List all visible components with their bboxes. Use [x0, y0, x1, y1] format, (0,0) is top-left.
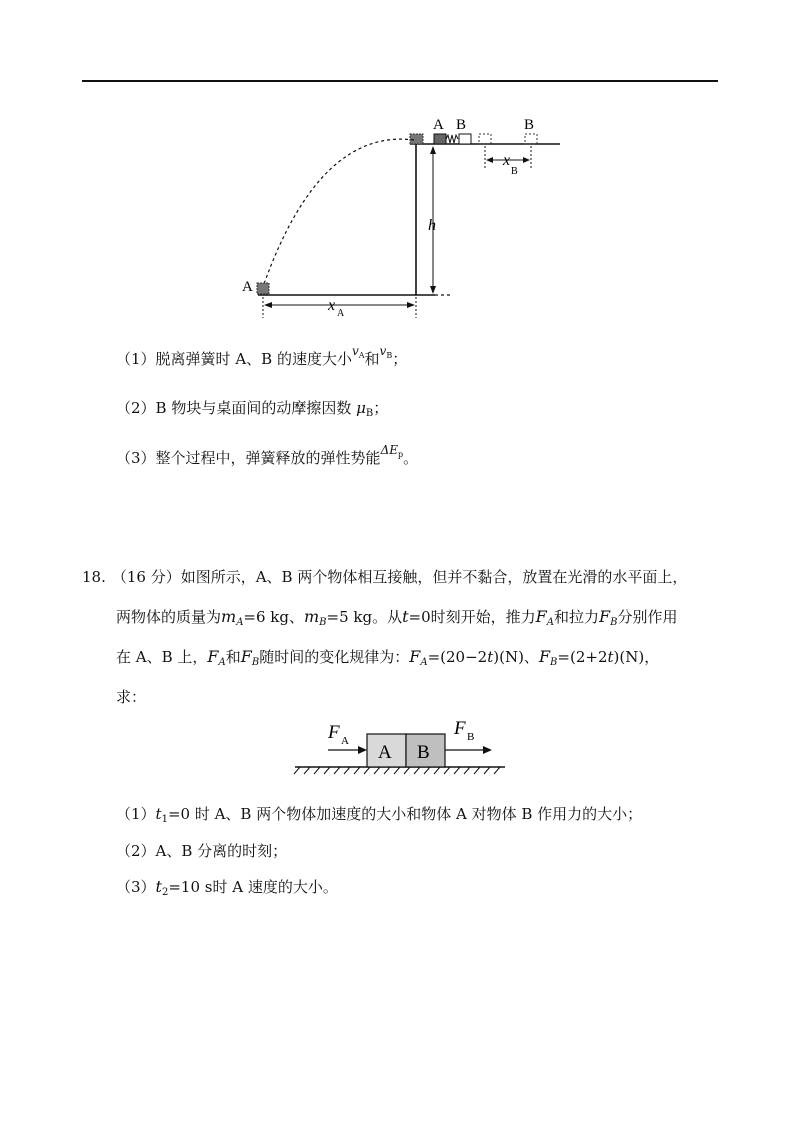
h-arrowhead-top	[430, 146, 436, 154]
q18-line-2-pre: 两物体的质量为	[116, 608, 222, 626]
q18-fa-unit: )(N)、	[493, 648, 539, 666]
q18-item-2	[116, 840, 287, 862]
q18-ma-val: =6 kg、	[243, 608, 304, 626]
q18-item-1-num: （1）	[116, 805, 156, 823]
label-xa-sub: A	[337, 308, 345, 319]
q18-and-pull: 和拉力	[554, 608, 600, 626]
var-fa-sub: A	[546, 617, 555, 628]
var-fb: F	[599, 607, 611, 626]
q18-number: 18.	[82, 568, 106, 586]
var-fb-3: F	[538, 647, 551, 666]
block-b-dashed-1	[479, 134, 491, 144]
fa-arrowhead	[358, 746, 367, 754]
fa-label-sub: A	[341, 735, 349, 747]
h-arrowhead-bottom	[430, 286, 436, 294]
q18-item-1	[116, 803, 642, 831]
var-mu: μ	[356, 399, 366, 417]
q17-item-1	[116, 344, 408, 376]
q17-item-2-num: （2）	[116, 399, 156, 417]
var-fb-3-sub: B	[550, 657, 558, 668]
q18-item-3	[116, 876, 338, 904]
q17-item-3	[116, 443, 419, 475]
fb-label: F	[454, 718, 466, 739]
label-b-top: B	[456, 117, 467, 133]
ground-hatch	[294, 767, 500, 774]
q18-item-1-text: =0 时 A、B 两个物体加速度的大小和物体 A 对物体 B 作用力的大小；	[167, 805, 643, 823]
q18-item-2-num: （2）	[116, 842, 156, 860]
xa-arrowhead-left	[264, 302, 272, 308]
var-t: t	[402, 607, 409, 626]
q18-line-2-end: 分别作用	[617, 608, 678, 626]
q17-item-3-num: （3）	[116, 449, 156, 467]
var-t-3: t	[607, 648, 614, 666]
label-b-right: B	[524, 117, 535, 133]
var-t2: t	[155, 877, 162, 896]
var-va-sub: A	[358, 351, 365, 360]
label-a-top: A	[433, 117, 444, 133]
var-t2-sub: 2	[161, 887, 169, 898]
label-xb: x	[503, 152, 511, 169]
q18-line-2	[116, 606, 678, 634]
var-vb: v	[379, 344, 387, 358]
var-fa-3: F	[409, 647, 421, 666]
var-t-2: t	[487, 648, 494, 666]
var-mb-sub: B	[319, 617, 327, 628]
fa-label: F	[328, 722, 340, 743]
projectile-spring-diagram	[230, 108, 570, 323]
q18-fb-eq: =(2+2	[557, 648, 608, 666]
q17-item-2	[116, 397, 388, 425]
var-fb-2-sub: B	[251, 657, 260, 668]
trajectory	[264, 139, 414, 284]
var-mu-sub: B	[365, 408, 374, 419]
var-t1: t	[155, 805, 162, 823]
q17-item-1-and: 和	[364, 350, 380, 368]
q18-fa-eq: =(20−2	[427, 648, 488, 666]
label-a-bottom: A	[242, 279, 253, 295]
label-h: h	[428, 217, 436, 234]
q18-t0: =0时刻开始，推力	[408, 608, 536, 626]
q18-line-4	[116, 686, 146, 708]
q18-fb-unit: )(N)，	[613, 648, 660, 666]
xa-arrowhead-right	[407, 302, 415, 308]
q18-line-3-and: 和	[225, 648, 241, 666]
q18-line-3	[116, 646, 659, 674]
block-a-label: A	[378, 742, 392, 763]
var-fb-2: F	[240, 647, 252, 666]
var-fa-2: F	[207, 647, 219, 666]
xb-arrowhead-right	[523, 157, 530, 163]
var-t1-sub: 1	[161, 814, 168, 825]
q17-item-1-text: 脱离弹簧时 A、B 的速度大小	[155, 350, 352, 368]
var-fa-2-sub: A	[218, 657, 226, 668]
xb-arrowhead-left	[486, 157, 493, 163]
q17-item-3-end: 。	[403, 449, 419, 467]
q18-mb-val: =5 kg。从	[326, 608, 403, 626]
var-delta-ep: ΔE	[380, 443, 398, 457]
q17-item-2-end: ；	[373, 399, 389, 417]
q17-item-2-text: B 物块与桌面间的动摩擦因数	[155, 399, 357, 417]
block-b	[459, 134, 471, 144]
var-fb-sub: B	[610, 617, 618, 628]
q18-item-3-num: （3）	[116, 878, 156, 896]
label-xb-sub: B	[511, 166, 518, 177]
q18-score: （16 分）	[111, 568, 181, 586]
q18-line-1-text: 如图所示，A、B 两个物体相互接触，但并不黏合，放置在光滑的水平面上，	[180, 568, 688, 586]
q18-line-3-mid: 随时间的变化规律为：	[259, 648, 410, 666]
q17-item-1-num: （1）	[116, 350, 156, 368]
q18-line-1	[82, 566, 687, 588]
q18-item-2-text: A、B 分离的时刻；	[155, 842, 288, 860]
var-delta-ep-sub: p	[398, 450, 404, 459]
q17-item-1-end: ；	[392, 350, 408, 368]
var-ma-sub: A	[236, 617, 244, 628]
q18-line-4-text: 求：	[116, 688, 147, 706]
q18-line-3-pre: 在 A、B 上，	[116, 648, 208, 666]
var-fa: F	[535, 607, 547, 626]
var-vb-sub: B	[386, 351, 393, 360]
label-xa: x	[328, 297, 336, 314]
fb-label-sub: B	[467, 731, 475, 743]
header-rule	[82, 80, 718, 82]
blocks-force-diagram	[290, 712, 510, 777]
spring	[446, 135, 458, 143]
q18-item-3-text: =10 s时 A 速度的大小。	[168, 878, 338, 896]
var-va: v	[351, 344, 359, 358]
var-fa-3-sub: A	[420, 657, 428, 668]
var-mb: m	[304, 607, 320, 626]
fb-arrowhead	[483, 746, 492, 754]
q17-item-3-text: 整个过程中，弹簧释放的弹性势能	[155, 449, 381, 467]
block-a	[434, 134, 446, 144]
block-b-dashed-2	[525, 134, 537, 144]
var-ma: m	[221, 607, 237, 626]
block-a-landed	[257, 283, 269, 294]
block-a-edge	[410, 134, 423, 144]
block-b-label: B	[417, 742, 430, 763]
